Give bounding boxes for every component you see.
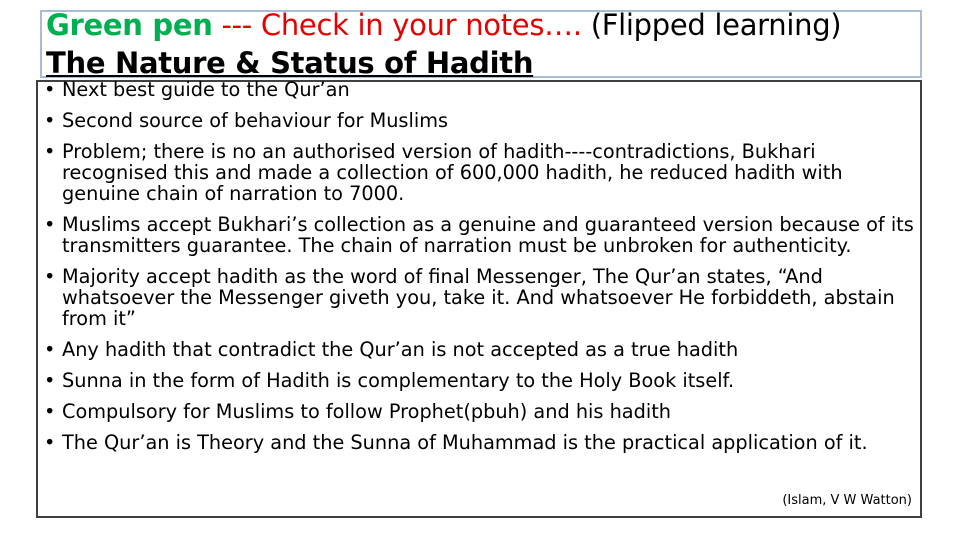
bullet-item: • Second source of behaviour for Muslims [44, 110, 914, 131]
slide-title: The Nature & Status of Hadith [46, 46, 534, 80]
bullet-item: • Next best guide to the Qur’an [44, 79, 914, 100]
check-notes-label: Check in your notes…. [260, 8, 582, 42]
green-pen-label: Green pen [46, 8, 213, 42]
bullet-item: • Sunna in the form of Hadith is complementary to the Holy Book itself. [44, 370, 914, 391]
bullet-list [44, 79, 914, 463]
source-citation: (Islam, V W Watton) [782, 493, 912, 508]
bullet-item: • Problem; there is no an authorised version of hadith----contradictions, Bukhari recognised this and made a collection of 600,000 hadith, he reduced hadith with genuine chain of narration to 7000. [44, 141, 914, 204]
separator: --- [212, 8, 261, 42]
instruction-line [46, 7, 841, 43]
flipped-learning-label: (Flipped learning) [581, 8, 842, 42]
bullet-item: • Compulsory for Muslims to follow Prophet(pbuh) and his hadith [44, 401, 914, 422]
bullet-item: • The Qur’an is Theory and the Sunna of Muhammad is the practical application of it. [44, 432, 914, 453]
bullet-item: • Muslims accept Bukhari’s collection as a genuine and guaranteed version because of its transmitters guarantee. The chain of narration must be unbroken for authenticity. [44, 214, 914, 256]
bullet-item: • Majority accept hadith as the word of final Messenger, The Qur’an states, “And whatsoever the Messenger giveth you, take it. And whatsoever He forbiddeth, abstain from it” [44, 266, 914, 329]
bullet-item: • Any hadith that contradict the Qur’an is not accepted as a true hadith [44, 339, 914, 360]
